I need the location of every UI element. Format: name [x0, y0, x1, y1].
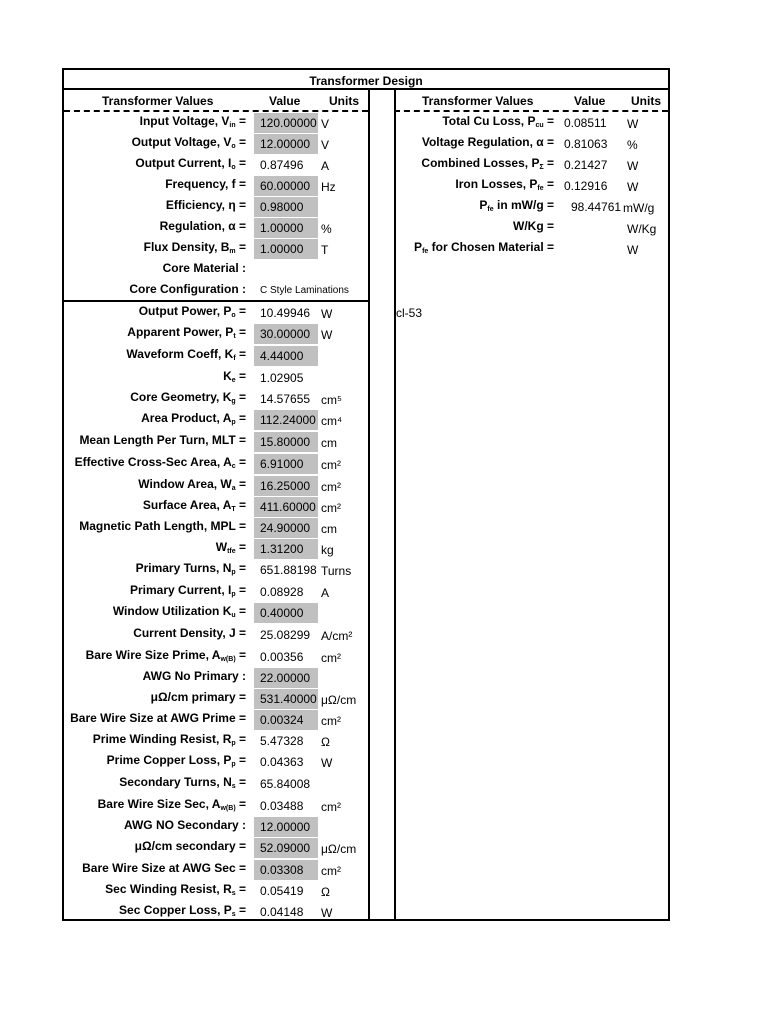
row-unit: cm²: [321, 458, 341, 472]
row-label: Mean Length Per Turn, MLT =: [79, 433, 246, 447]
row-label: Voltage Regulation, α =: [421, 135, 554, 149]
row-label: $P_{fe}$ for Chosen Material =: [414, 240, 554, 255]
row-value: 60.00000: [254, 176, 318, 196]
row-unit: cm²: [321, 651, 341, 665]
row-unit: cm: [321, 522, 337, 536]
row-unit: Ω: [321, 735, 330, 749]
row-label: Core Configuration :: [129, 282, 246, 296]
row-label: Window Utilization $K_u$ =: [112, 604, 246, 619]
row-value: 22.00000: [254, 668, 318, 688]
row-value: 52.09000: [254, 838, 318, 858]
row-label: Output Voltage, $V_o$ =: [131, 135, 246, 150]
row-label: Combined Losses, $P_\Sigma$ =: [421, 156, 554, 171]
row-label: Flux Density, $B_m$ =: [143, 240, 246, 255]
row-value: 0.08511: [564, 116, 607, 130]
row-unit: Turns: [321, 564, 352, 578]
header-dashed-rule: [394, 110, 668, 112]
row-unit: μΩ/cm: [321, 693, 357, 707]
row-value: 1.00000: [254, 218, 318, 238]
right-header-value: Value: [574, 94, 606, 108]
row-unit: μΩ/cm: [321, 842, 357, 856]
row-unit: cm⁴: [321, 414, 343, 428]
row-label: Input Voltage, $V_{in}$ =: [139, 114, 246, 129]
row-label: Secondary Turns, $N_s$ =: [119, 775, 246, 790]
row-label: Prime Winding Resist, $R_p$ =: [92, 732, 246, 747]
row-label: Regulation, α =: [159, 219, 246, 233]
row-value: 1.31200: [254, 539, 318, 559]
row-label: Bare Wire Size at AWG Sec =: [82, 861, 246, 875]
row-value: 65.84008: [260, 777, 311, 791]
row-value: 0.04363: [260, 755, 304, 769]
row-value: 0.21427: [564, 158, 608, 172]
row-value: 5.47328: [260, 734, 304, 748]
row-value: 0.08928: [260, 585, 304, 599]
row-label: Sec Winding Resist, $R_s$ =: [105, 882, 246, 897]
row-unit: T: [321, 243, 329, 257]
row-label: Bare Wire Size Prime, $A_{w(B)}$ =: [85, 648, 246, 663]
row-label: Primary Current, $I_p$ =: [130, 583, 246, 598]
row-label: Iron Losses, $P_{fe}$ =: [455, 177, 554, 192]
right-header-units: Units: [631, 94, 661, 108]
row-label: Sec Copper Loss, $P_s$ =: [119, 903, 246, 918]
row-value: [254, 260, 318, 280]
row-label: Output Current, $I_o$ =: [135, 156, 246, 171]
row-value: 1.02905: [260, 371, 304, 385]
row-unit: %: [321, 222, 332, 236]
row-label: Magnetic Path Length, MPL =: [79, 519, 246, 533]
row-unit: Ω: [321, 885, 330, 899]
row-unit: W: [627, 243, 639, 257]
row-label: Effective Cross-Sec Area, $A_c$ =: [74, 455, 246, 470]
row-label: Frequency, f =: [165, 177, 246, 191]
row-unit: W: [627, 180, 639, 194]
row-value: 14.57655: [260, 392, 311, 406]
row-unit: cm²: [321, 800, 341, 814]
row-unit: mW/g: [623, 201, 655, 215]
row-label: Core Geometry, $K_g$ =: [130, 390, 246, 405]
row-unit: W: [627, 159, 639, 173]
header-dashed-rule: [64, 110, 368, 112]
row-value: 10.49946: [260, 306, 311, 320]
row-label: Surface Area, $A_T$ =: [142, 498, 246, 513]
right-header-name: Transformer Values: [422, 94, 534, 108]
row-value: 411.60000: [254, 497, 318, 517]
row-label: μΩ/cm secondary =: [134, 839, 246, 853]
row-label: μΩ/cm primary =: [150, 690, 246, 704]
row-value: 0.98000: [254, 197, 318, 217]
row-value: 12.00000: [254, 134, 318, 154]
row-label: Output Power, $P_o$ =: [138, 304, 246, 319]
row-value: 0.40000: [254, 603, 318, 623]
row-unit: W: [321, 307, 333, 321]
row-label: AWG NO Secondary :: [123, 818, 246, 832]
left-header-name: Transformer Values: [102, 94, 214, 108]
row-value: 0.00356: [260, 650, 304, 664]
row-unit: cm²: [321, 714, 341, 728]
row-unit: W: [321, 756, 333, 770]
row-value: 0.12916: [564, 179, 608, 193]
row-value: 0.81063: [564, 137, 608, 151]
row-label: Current Density, J =: [133, 626, 246, 640]
row-unit: cm²: [321, 501, 341, 515]
row-unit: A: [321, 159, 330, 173]
row-value: 531.40000: [254, 689, 318, 709]
row-value: 24.90000: [254, 518, 318, 538]
sheet-title: Transformer Design: [64, 70, 668, 90]
row-unit: Hz: [321, 180, 336, 194]
left-header-units: Units: [329, 94, 359, 108]
row-label: Total Cu Loss, $P_{cu}$ =: [442, 114, 554, 129]
row-label: Efficiency, η =: [165, 198, 246, 212]
row-value: 4.44000: [254, 346, 318, 366]
column-divider: [368, 90, 370, 919]
row-label: Waveform Coeff, $K_f$ =: [126, 347, 246, 362]
row-unit: W: [321, 906, 333, 920]
row-label: Bare Wire Size at AWG Prime =: [70, 711, 246, 725]
row-unit: V: [321, 138, 330, 152]
row-label: Apparent Power, $P_t$ =: [127, 325, 246, 340]
row-label: Primary Turns, $N_p$ =: [135, 561, 246, 576]
side-note: cl-53: [396, 306, 423, 320]
row-value: 651.88198: [260, 563, 317, 577]
row-unit: A: [321, 586, 330, 600]
row-label: Prime Copper Loss, $P_p$ =: [106, 753, 246, 768]
row-unit: A/cm²: [321, 629, 353, 643]
row-value: 16.25000: [254, 476, 318, 496]
row-value: 15.80000: [254, 432, 318, 452]
row-value: 0.00324: [254, 710, 318, 730]
row-value: 0.03488: [260, 799, 304, 813]
row-value: 0.87496: [260, 158, 304, 172]
row-unit: cm²: [321, 864, 341, 878]
row-value: C Style Laminations: [260, 285, 349, 296]
row-unit: W: [627, 117, 639, 131]
row-value: 25.08299: [260, 628, 311, 642]
row-value: 120.00000: [254, 113, 318, 133]
row-unit: cm⁵: [321, 393, 342, 407]
row-value: 12.00000: [254, 817, 318, 837]
row-unit: W/Kg: [627, 222, 657, 236]
transformer-design-sheet: [62, 68, 670, 921]
row-label: Core Material :: [162, 261, 246, 275]
row-value: 98.44761: [571, 200, 622, 214]
row-label: $W_{tfe}$ =: [215, 540, 246, 555]
row-label: $K_e$ =: [223, 369, 246, 384]
row-label: W/Kg =: [513, 219, 554, 233]
row-label: Window Area, $W_a$ =: [138, 477, 246, 492]
row-label: AWG No Primary :: [142, 669, 246, 683]
row-unit: V: [321, 117, 330, 131]
row-value: 6.91000: [254, 454, 318, 474]
row-value: 0.05419: [260, 884, 304, 898]
row-unit: kg: [321, 543, 334, 557]
row-unit: W: [321, 328, 333, 342]
column-divider: [394, 90, 396, 919]
row-label: Area Product, $A_p$ =: [141, 411, 246, 426]
row-value: 0.04148: [260, 905, 304, 919]
left-header-value: Value: [269, 94, 301, 108]
row-value: 1.00000: [254, 239, 318, 259]
row-value: 30.00000: [254, 324, 318, 344]
row-unit: %: [627, 138, 638, 152]
row-value: 112.24000: [254, 410, 318, 430]
row-label: Bare Wire Size Sec, $A_{w(B)}$ =: [97, 797, 246, 812]
row-unit: cm: [321, 436, 337, 450]
row-unit: cm²: [321, 480, 341, 494]
row-label: $P_{fe}$ in mW/g =: [479, 198, 554, 213]
row-value: 0.03308: [254, 860, 318, 880]
